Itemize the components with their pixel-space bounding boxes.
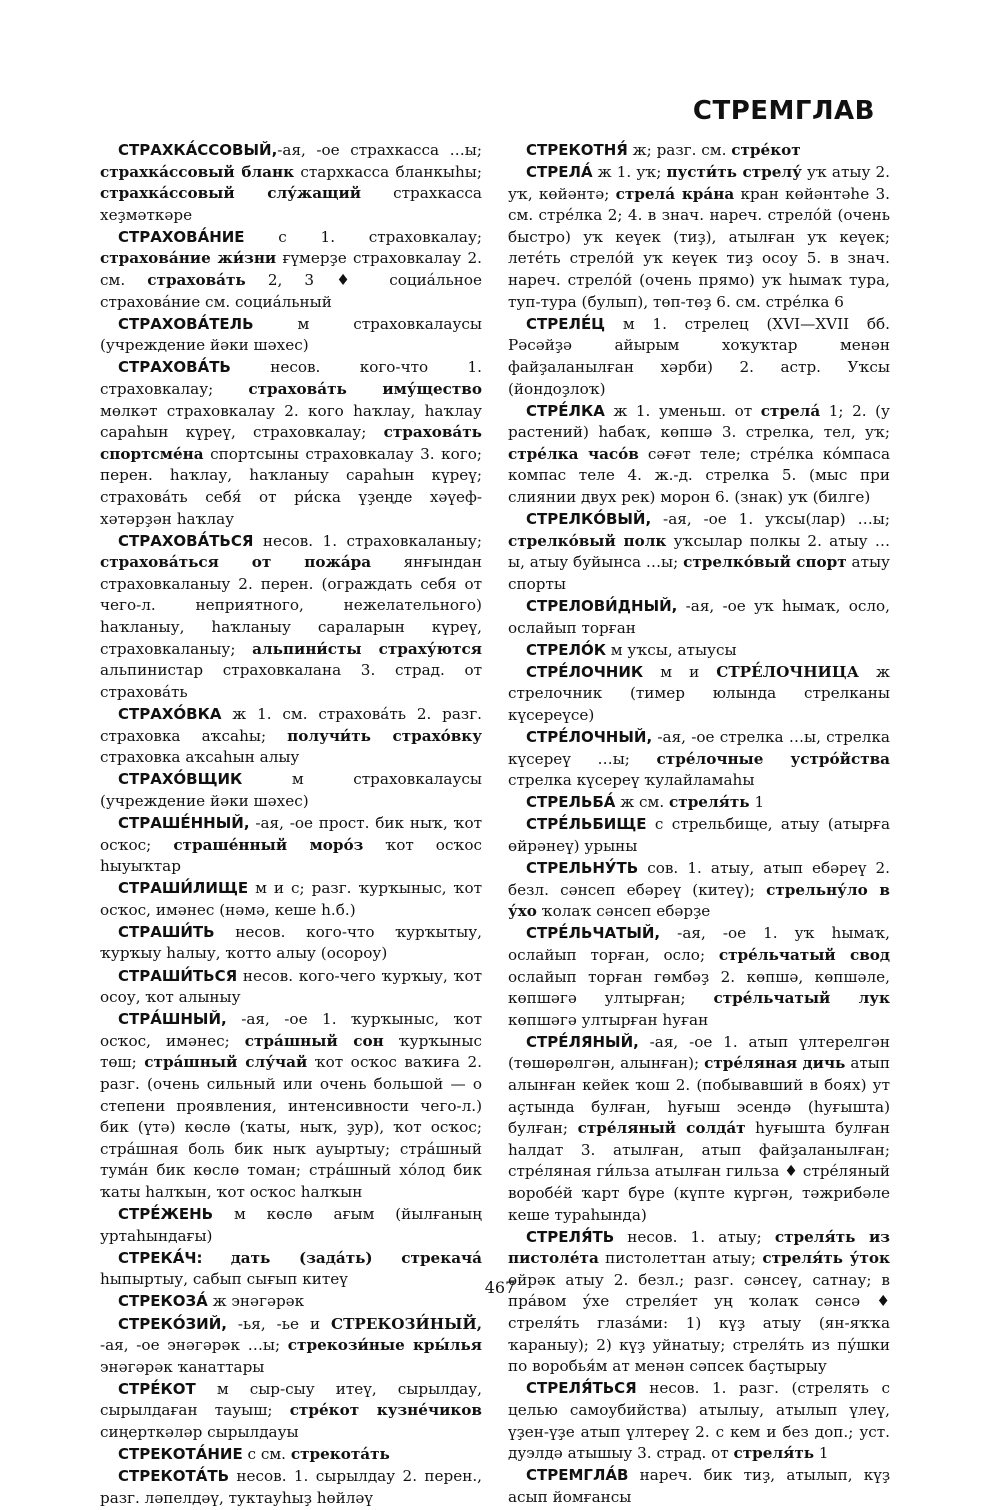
entry-text: -ая, -ое 1. уҡсы(лар) …ы; bbox=[651, 510, 890, 529]
entry-text: энәгәрәк ҡанаттары bbox=[100, 1357, 265, 1376]
entry-phrase: стрельну́ло в у́хо bbox=[508, 880, 890, 921]
headword: СТРА́ШНЫЙ, bbox=[118, 1010, 227, 1029]
entry-text: ҡот осҡос ваҡиға 2. разг. (очень сильный или очень большой — о степени проявления, интенсивности чего-л.) бик (үтә) көслө (ҡаты, ныҡ, ҙур), ҡот осҡос; стра́шная боль бик ныҡ ауыртыу; стра́шный тума́н бик көслө томан; стра́шный хо́лод бик ҡаты һалҡын, ҡот осҡос һалҡын bbox=[100, 1053, 482, 1201]
headword: СТРЕ́ЛКА bbox=[526, 401, 605, 420]
entry-text: м страховкалаусы bbox=[253, 314, 482, 333]
entry-text: стархкасса бланкыһы; bbox=[294, 162, 483, 181]
headword: СТРЕЛО́К bbox=[526, 640, 606, 659]
entry-text: ҡот осҡос һыуыҡтар bbox=[100, 835, 482, 876]
entry-text: ж см. bbox=[615, 793, 670, 812]
dictionary-entry bbox=[508, 814, 890, 857]
entry-text: сәғәт теле; стре́лка ко́мпаса компас теле 4. ж.-д. стрелка 5. (мыс при слиянии двух рек) морон 6. (знак) уҡ (билге) bbox=[508, 444, 890, 506]
entry-text: -ья, -ье и bbox=[226, 1314, 332, 1333]
headword: СТРЕЛА́ bbox=[526, 163, 593, 182]
dictionary-entry bbox=[508, 509, 890, 595]
entry-text: страховка аҡсаһын алыу bbox=[100, 748, 300, 767]
entry-text: (учреждение йәки шәхес) bbox=[100, 791, 309, 810]
dictionary-entry bbox=[508, 1465, 890, 1508]
entry-phrase: пусти́ть стрелу́ bbox=[666, 163, 802, 182]
headword: СТРАШЕ́ННЫЙ, bbox=[118, 813, 250, 832]
entry-text: -ая, -ое стрелка …ы, стрелка күсереү …ы; bbox=[508, 728, 890, 768]
entry-phrase: страхова́ть bbox=[147, 271, 246, 290]
entry-text: һуғышта булған һалдат 3. атылған, атып файҙаланылған; стре́ляная ги́льза атылған гильза ♦ стре́ляный воробе́й ҡарт бүре (күпте күргән, тәжрибәле кеше тураһында) bbox=[508, 1119, 890, 1224]
entry-text: ҡурҡыныс төш; bbox=[100, 1031, 483, 1072]
entry-phrase: стре́льчатый лук bbox=[713, 989, 890, 1008]
dictionary-entry bbox=[508, 1378, 890, 1464]
entry-text: -ая, -ое уҡ һымаҡ, осло, ослайып торған bbox=[508, 596, 890, 637]
dictionary-entry bbox=[100, 966, 482, 1009]
entry-phrase: СТРЕ́ЛОЧНИЦА bbox=[716, 662, 859, 681]
entry-text: м 1. стрелец (XVI—XVII бб. Рәсәйҙә айырым хоҡуҡтар менән файҙаланылған хәрби) 2. астр. Уҡсы (йондоҙлоҡ) bbox=[508, 314, 890, 398]
entry-text: 1 bbox=[749, 793, 765, 812]
dictionary-entry bbox=[508, 162, 890, 313]
headword: СТРЕ́ЛОЧНИК bbox=[526, 662, 644, 681]
entry-text: ослайып торған гөмбәҙ 2. көпшә, көпшәле, көпшәгә ултырған; bbox=[508, 967, 890, 1008]
dictionary-entry bbox=[508, 662, 890, 727]
entry-phrase: стреля́ть bbox=[669, 793, 750, 812]
headword: СТРЕЛКО́ВЫЙ, bbox=[526, 510, 652, 529]
entry-text: атып алынған кейек ҡош 2. (побывавший в боях) ут аҫтында булған, һуғыш эсендә (һуғышта) булған; bbox=[508, 1054, 890, 1138]
entry-text: сов. 1. атыу, атып ебәреү 2. безл. сәнсеп ебәреү (китеү); bbox=[508, 859, 890, 899]
dictionary-entry bbox=[100, 878, 482, 921]
dictionary-entry bbox=[100, 1204, 482, 1247]
headword: СТРАШИ́ТЬ bbox=[118, 922, 215, 941]
entry-phrase: альпини́сты страху́ются bbox=[252, 639, 482, 658]
headword: СТРАХОВА́НИЕ bbox=[118, 227, 245, 246]
dictionary-entry bbox=[100, 314, 482, 357]
entry-text: м и с; разг. ҡурҡыныс, ҡот осҡос, имәнес (нәмә, кеше һ.б.) bbox=[100, 879, 482, 919]
entry-text: с стрельбище, атыу (атырға өйрәнеү) урыны bbox=[508, 815, 890, 855]
headword: СТРЕЛЬБА́ bbox=[526, 793, 616, 812]
entry-text: м көслө ағым (йылғаның уртаһындағы) bbox=[100, 1205, 482, 1245]
dictionary-entry bbox=[100, 1314, 482, 1379]
entry-phrase: страхка́ссовый слу́жащий bbox=[100, 184, 362, 203]
entry-text: уҡсылар полкы 2. атыу …ы, атыу буйынса …ы; bbox=[508, 531, 891, 572]
entry-phrase: стреля́ть из пистоле́та bbox=[508, 1227, 890, 1268]
dictionary-entry bbox=[508, 140, 890, 162]
entry-text: м сыр-сыу итеү, сырылдау, сырылдаған тауыш; bbox=[100, 1379, 482, 1420]
headword: СТРАХО́ВЩИК bbox=[118, 770, 243, 789]
headword: СТРЕКОТА́ТЬ bbox=[118, 1467, 229, 1486]
headword: СТРЕЛЕ́Ц bbox=[526, 314, 606, 333]
entry-text: несов. кого-что ҡурҡытыу, ҡурҡыу һалыу, ҡотто алыу (осороу) bbox=[100, 922, 482, 963]
headword: СТРАХКА́ССОВЫЙ, bbox=[118, 141, 278, 159]
entry-text: -ая, -ое 1. ҡурҡыныс, ҡот осҡос, имәнес; bbox=[100, 1010, 482, 1050]
headword: СТРЕ́ЛОЧНЫЙ, bbox=[526, 728, 653, 747]
headword: СТРЕ́ЖЕНЬ bbox=[118, 1205, 214, 1224]
headword: СТРЕЛЯ́ТЬ bbox=[526, 1227, 615, 1246]
entry-phrase: стрелко́вый полк bbox=[508, 531, 667, 550]
headword: СТРЕ́КОТ bbox=[118, 1379, 196, 1398]
entry-phrase: страхова́ние жи́зни bbox=[100, 249, 277, 268]
entry-text: янғындан страховкаланыу 2. перен. (ограждать себя от чего-л. неприятного, нежелательного) һаҡланыу, һаҡланыу сараларын күреү, страховкаланыу; bbox=[100, 553, 482, 658]
headword: СТРАХО́ВКА bbox=[118, 704, 222, 723]
dictionary-entry bbox=[100, 1009, 482, 1203]
dictionary-entry bbox=[508, 640, 890, 662]
headword: СТРЕКОТНЯ́ bbox=[526, 141, 628, 159]
entry-text: нареч. бик тиҙ, атылып, күҙ асып йомғансы bbox=[508, 1466, 890, 1506]
entry-text: альпинистар страховкалана 3. страд. от страхова́ть bbox=[100, 661, 482, 701]
entry-text: ғүмерҙе страховкалау 2. см. bbox=[100, 249, 482, 290]
headword: СТРАХОВА́ТЬ bbox=[118, 358, 231, 377]
entry-text: ҡолаҡ сәнсеп ебәрҙе bbox=[536, 902, 711, 921]
entry-phrase: страше́нный моро́з bbox=[173, 835, 364, 854]
entry-text bbox=[202, 1249, 230, 1267]
entry-phrase: страхка́ссовый бланк bbox=[100, 162, 295, 181]
headword: СТРАШИ́ТЬСЯ bbox=[118, 966, 238, 985]
dictionary-entry bbox=[508, 314, 890, 400]
dictionary-entry bbox=[508, 596, 890, 639]
entry-text: спортсыны страховкалау 3. кого; перен. һаҡлау, һаҡланыу сараһын күреү; страхова́ть себя́ от ри́ска үҙеңде хәүеф-хәтәрҙән һаҡлау bbox=[100, 444, 482, 528]
dictionary-entry bbox=[100, 357, 482, 530]
entry-text: с см. bbox=[242, 1445, 291, 1464]
entry-text: 1; 2. (у растений) һабаҡ, көпшә 3. стрелка, тел, уҡ; bbox=[508, 401, 890, 442]
entry-text: уҡ атыу 2. уҡ, көйәнтә; bbox=[508, 163, 891, 203]
headword: СТРЕ́ЛЬБИЩЕ bbox=[526, 815, 647, 834]
entry-text: стрелка күсереү ҡулайламаһы bbox=[508, 771, 755, 790]
entry-text: ж 1. уҡ; bbox=[592, 163, 667, 182]
entry-text: с 1. страховкалау; bbox=[244, 227, 482, 246]
entry-phrase: стрела́ bbox=[760, 401, 821, 420]
entry-text: несов. кого-что 1. страховкалау; bbox=[100, 358, 482, 399]
entry-phrase: стра́шный слу́чай bbox=[144, 1053, 308, 1072]
entry-text: несов. 1. разг. (стрелять с целью самоубийства) атылыу, атылып үлеү, үҙен-үҙе атып үлтереү 2. с кем и без доп.; уст. дуэлдә атышыу 3. страд. от bbox=[508, 1379, 890, 1463]
entry-text: -ая, -ое энәгәрәк …ы; bbox=[100, 1336, 288, 1355]
entry-text: ж; разг. см. bbox=[627, 141, 732, 159]
entry-text: несов. кого-чего ҡурҡыу, ҡот осоу, ҡот алыныу bbox=[100, 966, 482, 1007]
dictionary-entry bbox=[100, 1379, 482, 1444]
dictionary-entry bbox=[508, 792, 890, 814]
entry-text: ж 1. уменьш. от bbox=[604, 401, 761, 420]
entry-phrase: стре́лка часо́в bbox=[508, 444, 639, 463]
headword: СТРАХОВА́ТЕЛЬ bbox=[118, 314, 254, 333]
entry-text: ж стрелочник (тимер юлында стрелканы күсереүсе) bbox=[508, 662, 890, 724]
entry-phrase: стрелко́вый спорт bbox=[683, 553, 847, 572]
entry-phrase: стрекота́ть bbox=[290, 1445, 390, 1464]
entry-phrase: страхова́ть иму́щество bbox=[248, 380, 482, 399]
entry-text: мөлкәт страховкалау 2. кого һаҡлау, һаҡлау сараһын күреү, страховкалау; bbox=[100, 401, 482, 442]
dictionary-entry bbox=[100, 1444, 482, 1466]
dictionary-entry bbox=[100, 769, 482, 812]
dictionary-entry bbox=[100, 813, 482, 878]
headword: СТРЕКОЗА́ bbox=[118, 1292, 208, 1311]
entry-text: м страховкалаусы bbox=[242, 770, 482, 789]
dictionary-entry bbox=[100, 704, 482, 769]
entry-text: 1 bbox=[814, 1444, 829, 1463]
entry-text: кран көйәнтәһе 3. см. стре́лка 2; 4. в знач. нареч. стрело́й (очень быстро) уҡ кеүек (тиҙ), атылған уҡ кеүек; лете́ть стрело́й уҡ кеүек тиҙ осоу 5. в знач. нареч. стрело́й (очень прямо) уҡ һымаҡ тура, туп-тура (булып), төп-төҙ 6. см. стре́лка 6 bbox=[508, 184, 890, 311]
page-number: 467 bbox=[484, 1278, 516, 1297]
headword: СТРЕЛЬНУ́ТЬ bbox=[526, 859, 639, 878]
entry-text: несов. 1. страховкаланыу; bbox=[253, 531, 482, 550]
dictionary-entry bbox=[508, 1032, 890, 1226]
headword: СТРЕЛОВИ́ДНЫЙ, bbox=[526, 596, 678, 615]
entry-phrase: стре́кот кузне́чиков bbox=[289, 1401, 482, 1420]
entry-phrase: стре́лочные устро́йства bbox=[656, 749, 890, 768]
entry-text: (учреждение йәки шәхес) bbox=[100, 336, 309, 355]
dictionary-entry bbox=[508, 1227, 890, 1378]
entry-text: -ая, -ое 1. уҡ һымаҡ, ослайып торған, осло; bbox=[508, 924, 890, 964]
entry-text: -ая, -ое прост. бик ныҡ, ҡот осҡос; bbox=[100, 813, 482, 854]
dictionary-entry bbox=[100, 531, 482, 704]
entry-text: несов. 1. атыу; bbox=[614, 1227, 775, 1246]
entry-phrase: стре́льчатый свод bbox=[718, 945, 891, 964]
dictionary-entry bbox=[100, 140, 482, 226]
dictionary-entry bbox=[508, 401, 890, 509]
headword: СТРАШИ́ЛИЩЕ bbox=[118, 879, 249, 898]
entry-text: өйрәк атыу 2. безл.; разг. сәнсеү, сатнау; в пра́вом у́хе стреля́ет уң ҡолаҡ сәнсә ♦ стреля́ть глаза́ми: 1) күҙ атыу (ян-яҡҡа ҡараныу); 2) күҙ уйнатыу; стреля́ть из пу́шки по воробья́м ат менән сәпсек баҫтырыу bbox=[508, 1270, 890, 1376]
dictionary-entry bbox=[508, 923, 890, 1031]
entry-phrase: стреля́ть bbox=[733, 1444, 815, 1463]
entry-text: -ая, -ое страхкасса …ы; bbox=[277, 141, 482, 159]
entry-text: пистолеттан атыу; bbox=[598, 1249, 763, 1268]
entry-phrase: стреля́ть у́ток bbox=[762, 1249, 891, 1268]
entry-phrase: стре́кот bbox=[731, 141, 801, 159]
entry-phrase: СТРЕКОЗИ́НЫЙ, bbox=[331, 1314, 482, 1333]
entry-text: страхкасса хеҙмәткәре bbox=[100, 184, 482, 224]
entry-text: атыу спорты bbox=[508, 553, 890, 593]
entry-text: һыпыртыу, сабып сығып китеү bbox=[100, 1270, 348, 1289]
entry-text: несов. 1. сырылдау 2. перен., разг. ләпелдәү, туктауһыҙ һөйләү bbox=[100, 1467, 482, 1507]
entry-text: -ая, -ое 1. атып үлтерелгән (төшөрөлгән, алынған); bbox=[508, 1032, 890, 1073]
headword: СТРАХОВА́ТЬСЯ bbox=[118, 531, 254, 550]
entry-phrase: получи́ть страхо́вку bbox=[287, 726, 482, 745]
entry-text: м уҡсы, атыусы bbox=[605, 640, 737, 659]
dictionary-entry bbox=[508, 858, 890, 923]
headword: СТРЕ́ЛЯНЫЙ, bbox=[526, 1032, 639, 1051]
entry-text: көпшәгә ултырған һуған bbox=[508, 1010, 709, 1029]
right-column bbox=[508, 140, 890, 1509]
dictionary-entry bbox=[100, 922, 482, 965]
entry-text: ж 1. см. страхова́ть 2. разг. страховка аҡсаһы; bbox=[100, 704, 482, 745]
headword: СТРЕКО́ЗИЙ, bbox=[118, 1314, 227, 1333]
headword: СТРЕКОТА́НИЕ bbox=[118, 1445, 243, 1464]
headword: СТРЕ́ЛЬЧАТЫЙ, bbox=[526, 924, 661, 943]
left-column bbox=[100, 140, 482, 1510]
entry-phrase: дать (зада́ть) стрекача́ bbox=[230, 1248, 482, 1267]
entry-text: сиңерткәләр сырылдауы bbox=[100, 1423, 299, 1442]
entry-phrase: стра́шный сон bbox=[244, 1031, 384, 1050]
headword: СТРЕЛЯ́ТЬСЯ bbox=[526, 1379, 637, 1398]
dictionary-entry bbox=[100, 227, 482, 313]
entry-phrase: страхова́ть спортсме́на bbox=[100, 423, 482, 463]
entry-text: м и bbox=[643, 662, 717, 681]
headword: СТРЕМГЛА́В bbox=[526, 1466, 629, 1485]
headword: СТРЕКА́Ч: bbox=[118, 1248, 203, 1267]
entry-phrase: страхова́ться от пожа́ра bbox=[100, 553, 372, 572]
dictionary-entry bbox=[100, 1466, 482, 1509]
entry-text: ж энәгәрәк bbox=[207, 1292, 305, 1311]
dictionary-entry bbox=[508, 727, 890, 792]
entry-text: 2, 3 ♦ социа́льное страхова́ние см. социа́льный bbox=[100, 271, 483, 311]
entry-phrase: стрела́ кра́на bbox=[615, 184, 735, 203]
entry-phrase: стрекози́ные кры́лья bbox=[287, 1336, 482, 1355]
entry-phrase: стре́ляная дичь bbox=[704, 1054, 846, 1073]
entry-phrase: стре́ляный солда́т bbox=[577, 1119, 746, 1138]
running-head: СТРЕМГЛАВ bbox=[692, 96, 875, 126]
